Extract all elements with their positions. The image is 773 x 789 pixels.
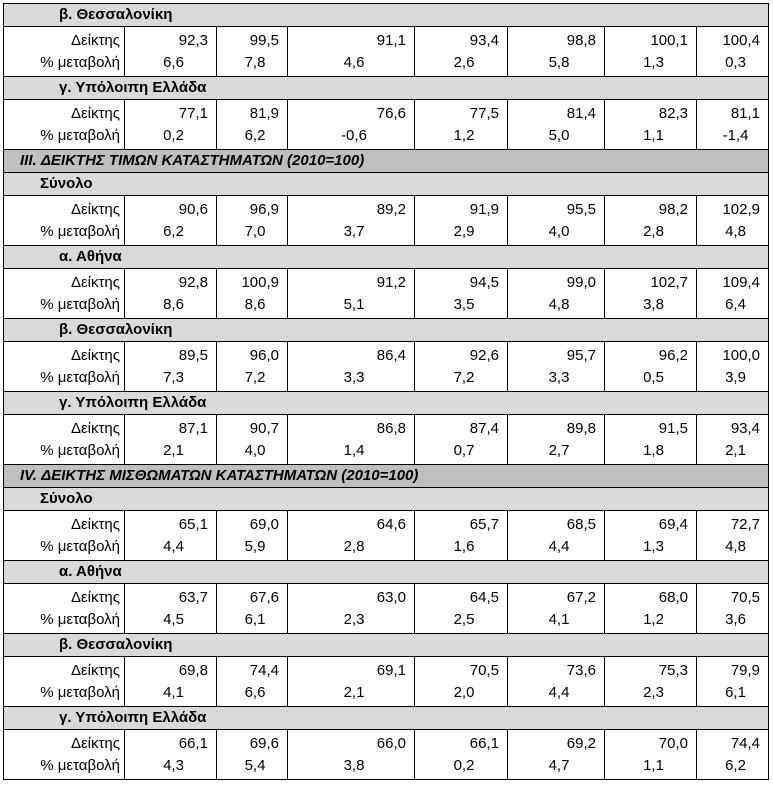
change-value: 4,4 bbox=[163, 538, 184, 555]
value-cell bbox=[605, 415, 697, 465]
table-row bbox=[4, 657, 769, 707]
index-value: 69,0 bbox=[249, 516, 279, 533]
change-value: 1,6 bbox=[453, 538, 475, 555]
change-value: 1,3 bbox=[643, 54, 664, 71]
change-value: 4,1 bbox=[548, 611, 570, 628]
value-cell bbox=[697, 100, 769, 150]
change-value: 4,0 bbox=[548, 223, 570, 240]
value-cell bbox=[508, 657, 605, 707]
change-value: 1,2 bbox=[643, 611, 664, 628]
section-header-row bbox=[4, 465, 769, 488]
change-value: 2,7 bbox=[548, 442, 570, 459]
index-value: 70,5 bbox=[730, 589, 761, 606]
index-value: 66,1 bbox=[178, 735, 208, 752]
value-cell bbox=[697, 196, 769, 246]
group-title-text: α. Αθήνα bbox=[59, 248, 122, 265]
index-value: 66,1 bbox=[469, 735, 499, 752]
value-cell bbox=[605, 584, 697, 634]
value-cell bbox=[415, 196, 508, 246]
value-cell bbox=[217, 27, 288, 77]
index-value: 73,6 bbox=[566, 662, 596, 679]
group-title bbox=[4, 246, 769, 269]
change-value: 4,7 bbox=[548, 757, 570, 774]
row-label-cell bbox=[4, 584, 125, 634]
change-value: 3,3 bbox=[343, 369, 365, 386]
group-title bbox=[4, 173, 769, 196]
value-cell bbox=[217, 511, 288, 561]
change-value: 7,2 bbox=[244, 369, 266, 386]
index-value: 65,7 bbox=[469, 516, 499, 533]
change-value: 7,8 bbox=[244, 54, 266, 71]
index-value: 96,2 bbox=[658, 347, 688, 364]
table-row bbox=[4, 584, 769, 634]
value-cell bbox=[125, 511, 217, 561]
change-value: 5,1 bbox=[343, 296, 365, 313]
value-cell bbox=[697, 730, 769, 780]
value-cell bbox=[697, 511, 769, 561]
index-value: 70,5 bbox=[469, 662, 499, 679]
index-value: 69,6 bbox=[249, 735, 279, 752]
index-value: 92,3 bbox=[178, 32, 208, 49]
index-label: Δείκτης bbox=[70, 420, 120, 437]
index-value: 89,8 bbox=[566, 420, 596, 437]
index-value: 81,9 bbox=[249, 105, 279, 122]
value-cell bbox=[605, 269, 697, 319]
value-cell bbox=[288, 584, 415, 634]
change-value: 2,3 bbox=[343, 611, 365, 628]
index-value: 66,0 bbox=[376, 735, 406, 752]
value-cell bbox=[508, 27, 605, 77]
value-cell bbox=[288, 415, 415, 465]
group-title bbox=[4, 77, 769, 100]
change-value: 6,4 bbox=[725, 296, 746, 313]
index-value: 72,7 bbox=[730, 516, 761, 533]
change-value: 3,5 bbox=[453, 296, 475, 313]
group-title bbox=[4, 634, 769, 657]
change-label: % μεταβολή bbox=[40, 611, 120, 628]
value-cell bbox=[415, 342, 508, 392]
change-value: 7,0 bbox=[244, 223, 266, 240]
index-value: 70,0 bbox=[658, 735, 688, 752]
index-label: Δείκτης bbox=[70, 662, 120, 679]
group-title-text: Σύνολο bbox=[40, 175, 93, 192]
table-row bbox=[4, 27, 769, 77]
group-header-row bbox=[4, 392, 769, 415]
value-cell bbox=[415, 27, 508, 77]
group-title bbox=[4, 392, 769, 415]
table-row bbox=[4, 100, 769, 150]
index-value: 75,3 bbox=[658, 662, 688, 679]
value-cell bbox=[415, 269, 508, 319]
group-title bbox=[4, 4, 769, 27]
change-value: 7,3 bbox=[163, 369, 184, 386]
change-value: 8,6 bbox=[163, 296, 184, 313]
index-label: Δείκτης bbox=[70, 201, 120, 218]
index-label: Δείκτης bbox=[70, 735, 120, 752]
index-value: 92,6 bbox=[469, 347, 499, 364]
value-cell bbox=[288, 657, 415, 707]
row-label-cell bbox=[4, 196, 125, 246]
change-value: 5,0 bbox=[548, 127, 570, 144]
value-cell bbox=[415, 415, 508, 465]
index-value: 91,2 bbox=[376, 274, 406, 291]
change-value: 2,1 bbox=[725, 442, 746, 459]
index-value: 99,0 bbox=[566, 274, 596, 291]
index-value: 89,2 bbox=[376, 201, 406, 218]
value-cell bbox=[697, 27, 769, 77]
value-cell bbox=[125, 657, 217, 707]
change-label: % μεταβολή bbox=[40, 684, 120, 701]
value-cell bbox=[415, 584, 508, 634]
change-value: 6,1 bbox=[244, 611, 266, 628]
group-title bbox=[4, 319, 769, 342]
value-cell bbox=[217, 269, 288, 319]
index-value: 81,4 bbox=[566, 105, 596, 122]
change-value: 4,4 bbox=[548, 684, 570, 701]
index-value: 76,6 bbox=[376, 105, 406, 122]
change-value: 6,2 bbox=[163, 223, 184, 240]
index-value: 91,9 bbox=[469, 201, 499, 218]
change-value: 6,2 bbox=[725, 757, 746, 774]
value-cell bbox=[125, 342, 217, 392]
index-value: 98,8 bbox=[566, 32, 596, 49]
group-title-text: α. Αθήνα bbox=[59, 563, 122, 580]
index-value: 68,5 bbox=[566, 516, 596, 533]
index-value: 87,4 bbox=[469, 420, 499, 437]
change-label: % μεταβολή bbox=[40, 127, 120, 144]
value-cell bbox=[288, 196, 415, 246]
change-value: 1,3 bbox=[643, 538, 664, 555]
change-label: % μεταβολή bbox=[40, 369, 120, 386]
change-value: 5,9 bbox=[244, 538, 266, 555]
value-cell bbox=[217, 584, 288, 634]
row-label-cell bbox=[4, 511, 125, 561]
change-value: 1,8 bbox=[643, 442, 664, 459]
section-title-text: III. ΔΕΙΚΤΗΣ ΤΙΜΩΝ ΚΑΤΑΣΤΗΜΑΤΩΝ (2010=100) bbox=[20, 152, 365, 169]
change-value: 6,1 bbox=[725, 684, 746, 701]
change-value: 2,1 bbox=[163, 442, 184, 459]
change-label: % μεταβολή bbox=[40, 223, 120, 240]
value-cell bbox=[605, 511, 697, 561]
group-header-row bbox=[4, 488, 769, 511]
index-label: Δείκτης bbox=[70, 589, 120, 606]
index-value: 91,5 bbox=[658, 420, 688, 437]
change-value: 4,0 bbox=[244, 442, 266, 459]
index-value: 86,4 bbox=[376, 347, 406, 364]
change-value: 4,4 bbox=[548, 538, 570, 555]
index-value: 102,7 bbox=[650, 274, 688, 291]
row-label-cell bbox=[4, 730, 125, 780]
table-row bbox=[4, 342, 769, 392]
change-value: -0,6 bbox=[341, 127, 367, 144]
group-header-row bbox=[4, 246, 769, 269]
change-value: 5,4 bbox=[244, 757, 266, 774]
section-header-row bbox=[4, 150, 769, 173]
value-cell bbox=[288, 511, 415, 561]
group-title-text: γ. Υπόλοιπη Ελλάδα bbox=[59, 709, 207, 726]
change-value: 3,9 bbox=[725, 369, 746, 386]
table-row bbox=[4, 415, 769, 465]
index-value: 79,9 bbox=[730, 662, 761, 679]
change-label: % μεταβολή bbox=[40, 757, 120, 774]
value-cell bbox=[125, 415, 217, 465]
value-cell bbox=[508, 342, 605, 392]
value-cell bbox=[288, 269, 415, 319]
index-value: 77,5 bbox=[469, 105, 499, 122]
value-cell bbox=[605, 196, 697, 246]
index-value: 64,6 bbox=[376, 516, 406, 533]
value-cell bbox=[217, 730, 288, 780]
value-cell bbox=[508, 196, 605, 246]
index-value: 81,1 bbox=[730, 105, 761, 122]
value-cell bbox=[605, 100, 697, 150]
index-value: 74,4 bbox=[730, 735, 761, 752]
table-body bbox=[4, 4, 769, 780]
index-value: 96,0 bbox=[249, 347, 279, 364]
row-label-cell bbox=[4, 342, 125, 392]
index-value: 91,1 bbox=[376, 32, 406, 49]
index-value: 94,5 bbox=[469, 274, 499, 291]
value-cell bbox=[125, 100, 217, 150]
index-value: 69,8 bbox=[178, 662, 208, 679]
change-value: 0,3 bbox=[725, 54, 746, 71]
change-value: 2,1 bbox=[343, 684, 365, 701]
change-value: 1,1 bbox=[643, 127, 664, 144]
group-title-text: β. Θεσσαλονίκη bbox=[59, 6, 173, 23]
index-value: 69,1 bbox=[376, 662, 406, 679]
group-title-text: β. Θεσσαλονίκη bbox=[59, 636, 173, 653]
group-title-text: Σύνολο bbox=[40, 490, 93, 507]
section-title bbox=[4, 465, 769, 488]
index-label: Δείκτης bbox=[70, 516, 120, 533]
value-cell bbox=[697, 342, 769, 392]
group-header-row bbox=[4, 319, 769, 342]
section-title bbox=[4, 150, 769, 173]
value-cell bbox=[415, 730, 508, 780]
index-value: 74,4 bbox=[249, 662, 279, 679]
index-value: 64,5 bbox=[469, 589, 499, 606]
value-cell bbox=[217, 342, 288, 392]
table-row bbox=[4, 511, 769, 561]
value-cell bbox=[697, 415, 769, 465]
change-value: 4,3 bbox=[163, 757, 184, 774]
group-title-text: β. Θεσσαλονίκη bbox=[59, 321, 173, 338]
value-cell bbox=[125, 27, 217, 77]
value-cell bbox=[605, 27, 697, 77]
change-value: 6,2 bbox=[244, 127, 266, 144]
index-value: 82,3 bbox=[658, 105, 688, 122]
value-cell bbox=[217, 196, 288, 246]
value-cell bbox=[605, 657, 697, 707]
index-label: Δείκτης bbox=[70, 32, 120, 49]
value-cell bbox=[415, 511, 508, 561]
change-value: 5,8 bbox=[548, 54, 570, 71]
index-value: 109,4 bbox=[722, 274, 761, 291]
change-value: -1,4 bbox=[722, 127, 749, 144]
value-cell bbox=[605, 342, 697, 392]
change-value: 1,1 bbox=[643, 757, 664, 774]
value-cell bbox=[125, 196, 217, 246]
index-value: 65,1 bbox=[178, 516, 208, 533]
change-value: 3,7 bbox=[343, 223, 365, 240]
index-label: Δείκτης bbox=[70, 105, 120, 122]
index-label: Δείκτης bbox=[70, 274, 120, 291]
index-value: 90,7 bbox=[249, 420, 279, 437]
value-cell bbox=[697, 657, 769, 707]
change-label: % μεταβολή bbox=[40, 442, 120, 459]
index-value: 95,5 bbox=[566, 201, 596, 218]
change-label: % μεταβολή bbox=[40, 54, 120, 71]
index-table bbox=[3, 3, 769, 780]
change-value: 4,8 bbox=[725, 223, 746, 240]
index-value: 93,4 bbox=[730, 420, 761, 437]
change-value: 0,5 bbox=[643, 369, 664, 386]
change-value: 3,8 bbox=[643, 296, 664, 313]
group-header-row bbox=[4, 634, 769, 657]
index-value: 93,4 bbox=[469, 32, 499, 49]
change-value: 2,8 bbox=[643, 223, 664, 240]
value-cell bbox=[415, 657, 508, 707]
change-value: 4,8 bbox=[725, 538, 746, 555]
change-value: 0,2 bbox=[453, 757, 475, 774]
change-value: 4,8 bbox=[548, 296, 570, 313]
value-cell bbox=[217, 657, 288, 707]
index-value: 100,4 bbox=[722, 32, 761, 49]
index-value: 68,0 bbox=[658, 589, 688, 606]
index-value: 69,4 bbox=[658, 516, 688, 533]
change-value: 0,7 bbox=[453, 442, 475, 459]
index-value: 100,0 bbox=[722, 347, 761, 364]
change-value: 2,6 bbox=[453, 54, 475, 71]
change-value: 2,0 bbox=[453, 684, 475, 701]
index-value: 86,8 bbox=[376, 420, 406, 437]
row-label-cell bbox=[4, 269, 125, 319]
index-value: 95,7 bbox=[566, 347, 596, 364]
value-cell bbox=[697, 584, 769, 634]
value-cell bbox=[508, 269, 605, 319]
value-cell bbox=[288, 342, 415, 392]
change-value: 2,9 bbox=[453, 223, 475, 240]
change-value: 4,6 bbox=[343, 54, 365, 71]
group-header-row bbox=[4, 77, 769, 100]
index-value: 98,2 bbox=[658, 201, 688, 218]
value-cell bbox=[288, 100, 415, 150]
group-title bbox=[4, 488, 769, 511]
group-header-row bbox=[4, 561, 769, 584]
index-value: 87,1 bbox=[178, 420, 208, 437]
index-value: 89,5 bbox=[178, 347, 208, 364]
index-value: 69,2 bbox=[566, 735, 596, 752]
index-value: 63,0 bbox=[376, 589, 406, 606]
index-value: 67,2 bbox=[566, 589, 596, 606]
row-label-cell bbox=[4, 415, 125, 465]
value-cell bbox=[125, 269, 217, 319]
index-value: 77,1 bbox=[178, 105, 208, 122]
table-row bbox=[4, 196, 769, 246]
value-cell bbox=[697, 269, 769, 319]
section-title-text: IV. ΔΕΙΚΤΗΣ ΜΙΣΘΩΜΑΤΩΝ ΚΑΤΑΣΤΗΜΑΤΩΝ (2010=100) bbox=[20, 467, 419, 484]
change-value: 6,6 bbox=[163, 54, 184, 71]
index-value: 90,6 bbox=[178, 201, 208, 218]
value-cell bbox=[217, 415, 288, 465]
row-label-cell bbox=[4, 27, 125, 77]
group-title-text: γ. Υπόλοιπη Ελλάδα bbox=[59, 394, 207, 411]
change-value: 1,4 bbox=[343, 442, 365, 459]
index-value: 92,8 bbox=[178, 274, 208, 291]
index-value: 102,9 bbox=[722, 201, 761, 218]
group-header-row bbox=[4, 4, 769, 27]
change-value: 2,5 bbox=[453, 611, 475, 628]
index-value: 67,6 bbox=[249, 589, 279, 606]
change-value: 6,6 bbox=[244, 684, 266, 701]
value-cell bbox=[125, 730, 217, 780]
change-value: 3,6 bbox=[725, 611, 746, 628]
change-value: 2,8 bbox=[343, 538, 365, 555]
value-cell bbox=[508, 730, 605, 780]
value-cell bbox=[288, 730, 415, 780]
value-cell bbox=[415, 100, 508, 150]
index-value: 99,5 bbox=[249, 32, 279, 49]
index-value: 96,9 bbox=[249, 201, 279, 218]
group-title bbox=[4, 707, 769, 730]
change-value: 2,3 bbox=[643, 684, 664, 701]
index-value: 100,9 bbox=[241, 274, 279, 291]
value-cell bbox=[288, 27, 415, 77]
row-label-cell bbox=[4, 100, 125, 150]
change-value: 8,6 bbox=[244, 296, 266, 313]
index-label: Δείκτης bbox=[70, 347, 120, 364]
change-value: 1,2 bbox=[453, 127, 475, 144]
index-value: 100,1 bbox=[650, 32, 688, 49]
table-row bbox=[4, 730, 769, 780]
value-cell bbox=[508, 511, 605, 561]
table-row bbox=[4, 269, 769, 319]
group-header-row bbox=[4, 173, 769, 196]
row-label-cell bbox=[4, 657, 125, 707]
change-value: 4,5 bbox=[163, 611, 184, 628]
group-title-text: γ. Υπόλοιπη Ελλάδα bbox=[59, 79, 207, 96]
value-cell bbox=[508, 584, 605, 634]
change-value: 3,8 bbox=[343, 757, 365, 774]
value-cell bbox=[217, 100, 288, 150]
change-value: 3,3 bbox=[548, 369, 570, 386]
value-cell bbox=[508, 100, 605, 150]
group-title bbox=[4, 561, 769, 584]
value-cell bbox=[605, 730, 697, 780]
value-cell bbox=[125, 584, 217, 634]
change-label: % μεταβολή bbox=[40, 538, 120, 555]
change-value: 7,2 bbox=[453, 369, 475, 386]
group-header-row bbox=[4, 707, 769, 730]
value-cell bbox=[508, 415, 605, 465]
index-value: 63,7 bbox=[178, 589, 208, 606]
change-value: 0,2 bbox=[163, 127, 184, 144]
change-label: % μεταβολή bbox=[40, 296, 120, 313]
change-value: 4,1 bbox=[163, 684, 184, 701]
